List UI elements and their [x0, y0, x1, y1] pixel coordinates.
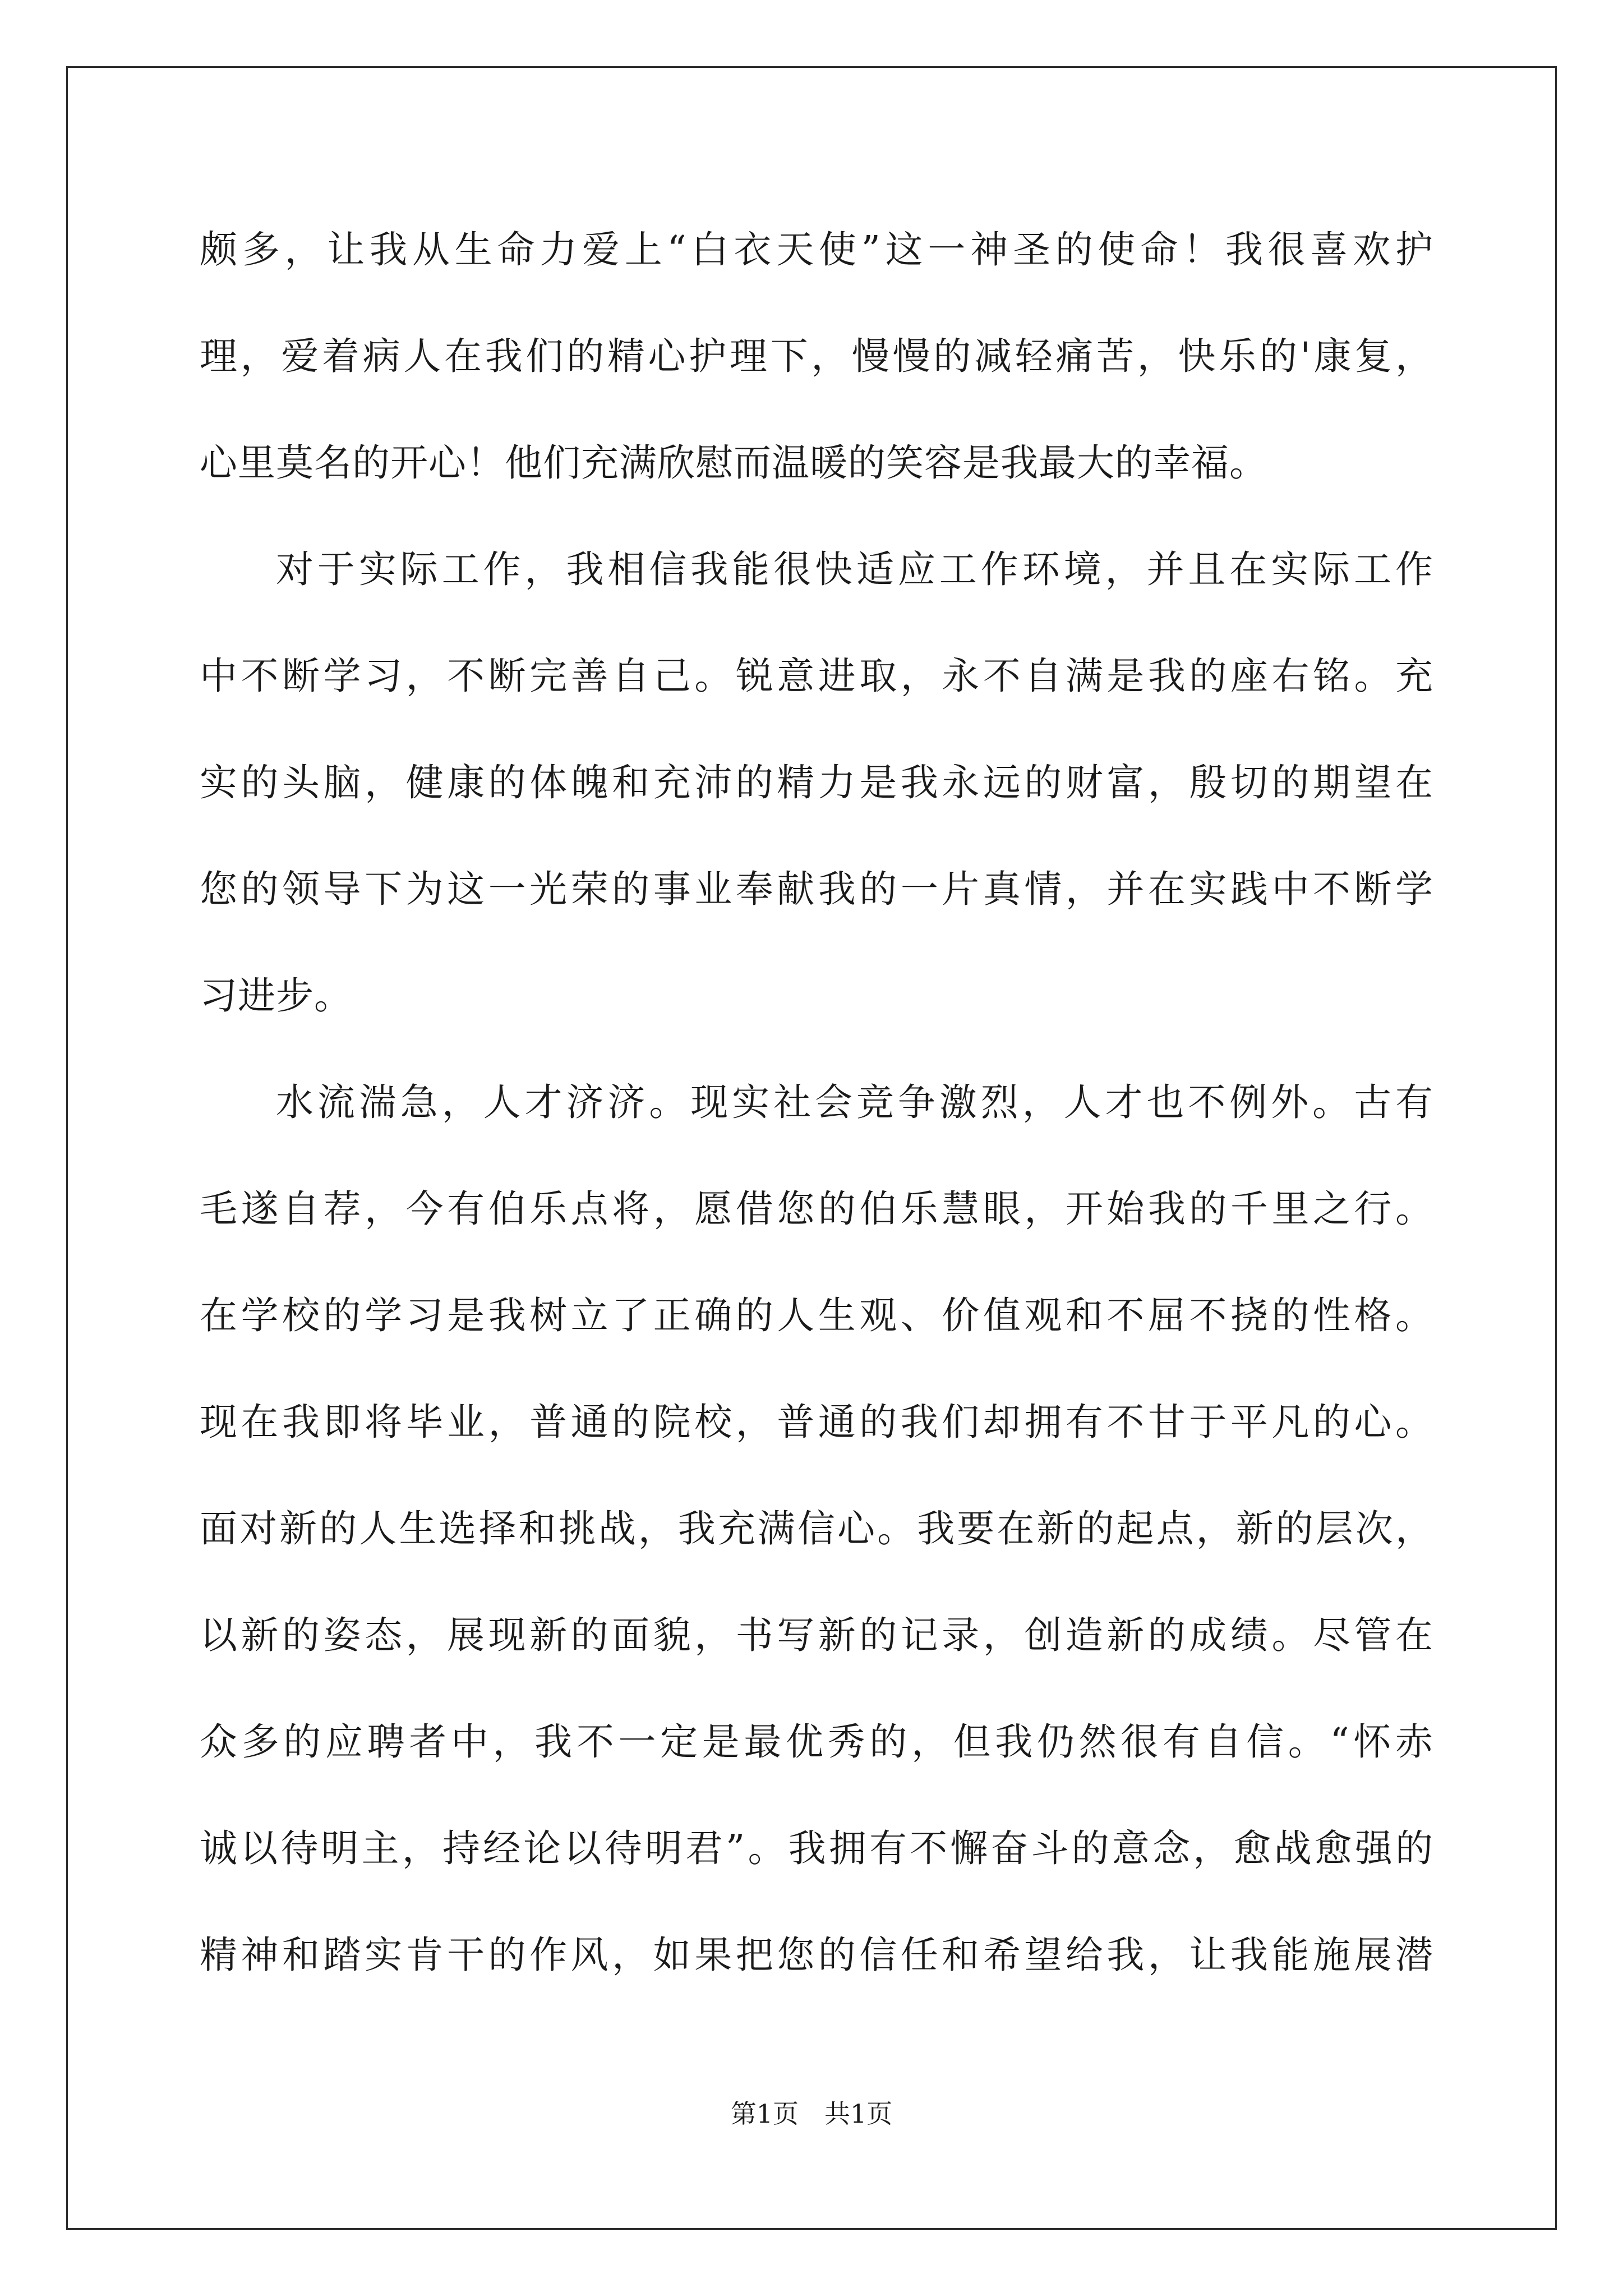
text-line: 精神和踏实肯干的作风，如果把您的信任和希望给我，让我能施展潜 — [200, 1933, 1433, 1977]
text-line: 心里莫名的开心！他们充满欣慰而温暖的笑容是我最大的幸福。 — [200, 441, 1267, 485]
text-line: 水流湍急，人才济济。现实社会竞争激烈，人才也不例外。古有 — [276, 1080, 1433, 1124]
text-line: 诚以待明主，持经论以待明君”。我拥有不懈奋斗的意念，愈战愈强的 — [200, 1826, 1433, 1870]
text-line: 实的头脑，健康的体魄和充沛的精力是我永远的财富，殷切的期望在 — [200, 761, 1433, 804]
text-line: 现在我即将毕业，普通的院校，普通的我们却拥有不甘于平凡的心。 — [200, 1400, 1433, 1444]
text-line: 在学校的学习是我树立了正确的人生观、价值观和不屈不挠的性格。 — [200, 1294, 1433, 1337]
text-line: 以新的姿态，展现新的面貌，书写新的记录，创造新的成绩。尽管在 — [200, 1613, 1433, 1657]
text-line: 毛遂自荐，今有伯乐点将，愿借您的伯乐慧眼，开始我的千里之行。 — [200, 1187, 1433, 1231]
text-line: 您的领导下为这一光荣的事业奉献我的一片真情，并在实践中不断学 — [200, 867, 1433, 911]
page-footer — [0, 2097, 1623, 2131]
text-line: 对于实际工作，我相信我能很快适应工作环境，并且在实际工作 — [276, 547, 1433, 591]
text-line: 颇多，让我从生命力爱上“白衣天使”这一神圣的使命！我很喜欢护 — [200, 228, 1433, 272]
text-line: 面对新的人生选择和挑战，我充满信心。我要在新的起点，新的层次， — [200, 1507, 1433, 1550]
text-line: 理，爱着病人在我们的精心护理下，慢慢的减轻痛苦，快乐的'康复， — [200, 334, 1433, 378]
page-number-total: 共1页 — [824, 2099, 893, 2129]
page-number-current: 第1页 — [730, 2099, 799, 2129]
text-line: 中不断学习，不断完善自己。锐意进取，永不自满是我的座右铭。充 — [200, 654, 1433, 698]
document-body — [200, 196, 1433, 2008]
text-line: 习进步。 — [200, 974, 352, 1018]
text-line: 众多的应聘者中，我不一定是最优秀的，但我仍然很有自信。“怀赤 — [200, 1720, 1433, 1764]
